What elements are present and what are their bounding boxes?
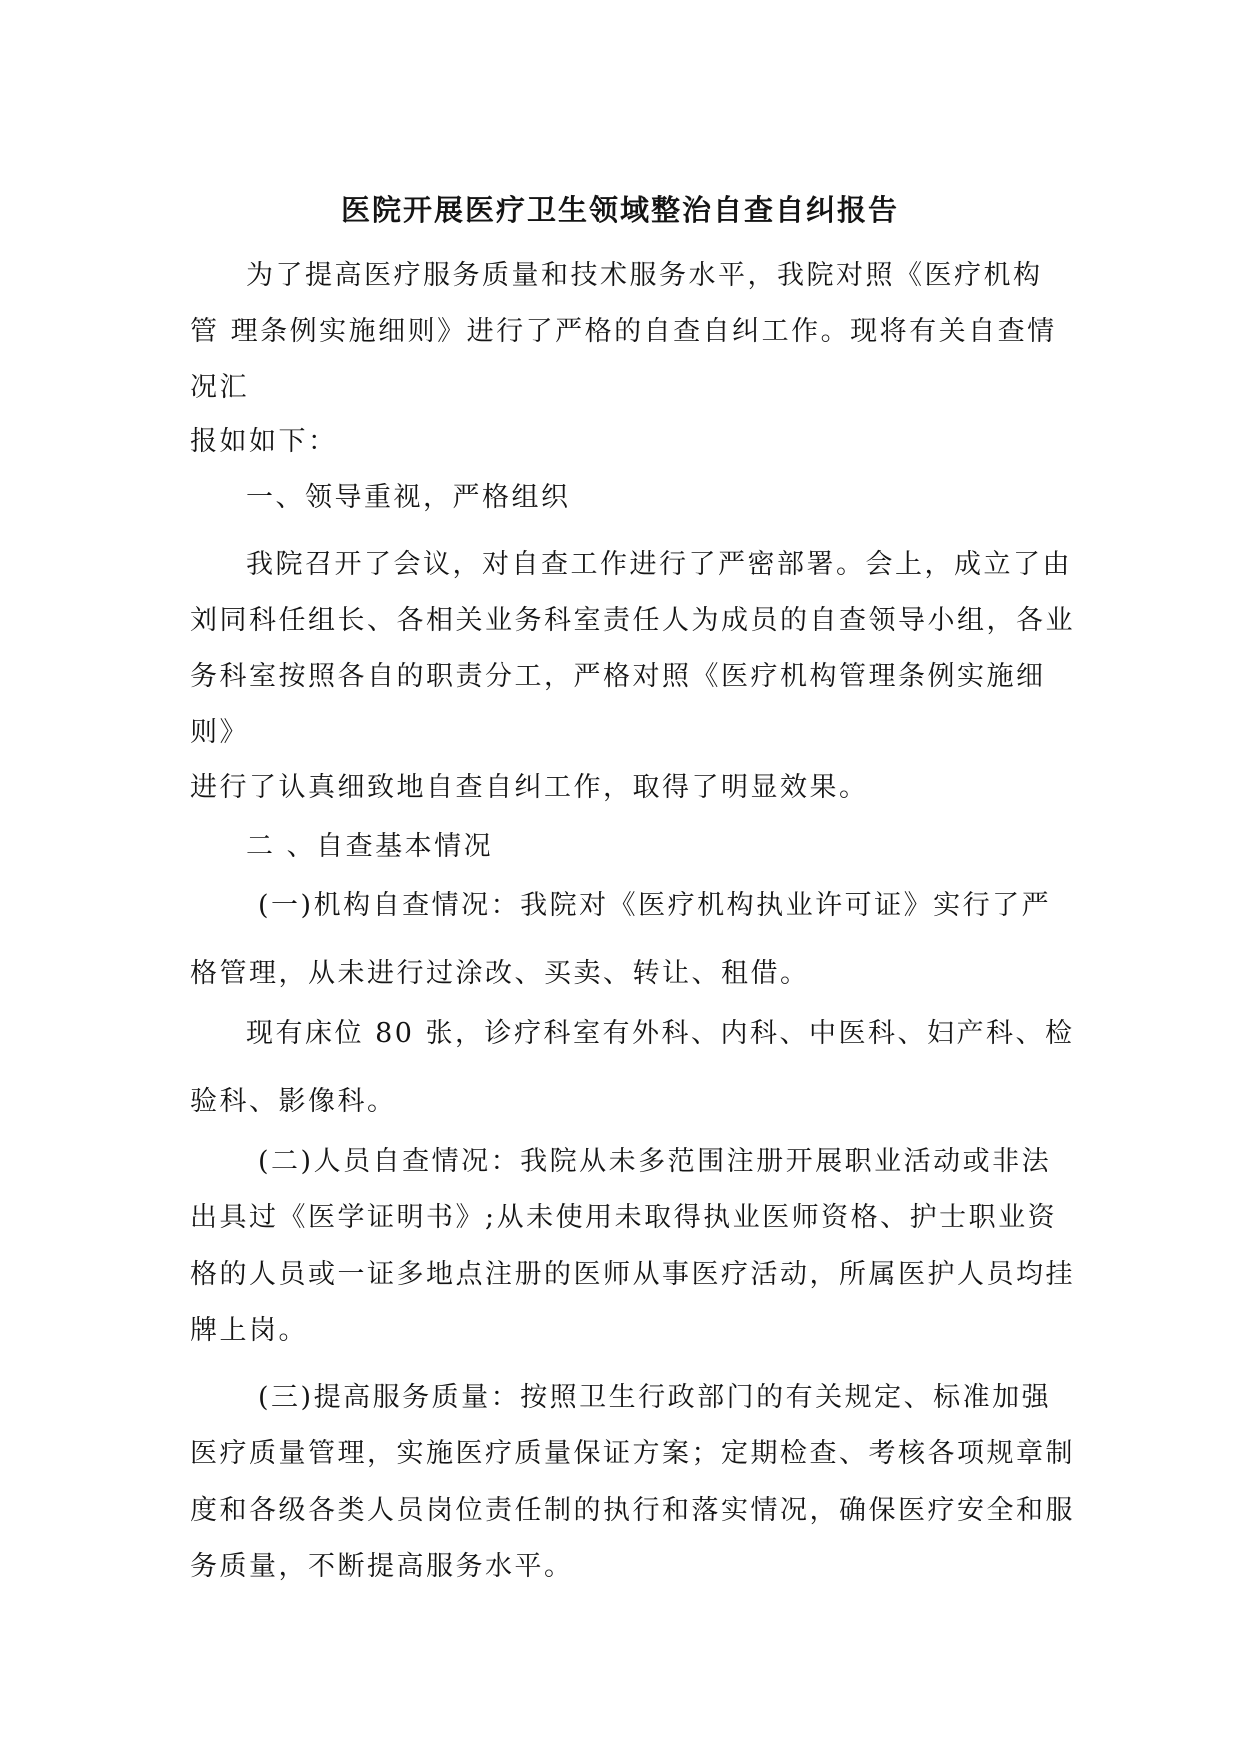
- document-title: 医院开展医疗卫生领域整治自查自纠报告: [340, 193, 899, 227]
- item-3-line-2: 医疗质量管理，实施医疗质量保证方案；定期检查、考核各项规章制: [190, 1438, 1075, 1469]
- item-1-line-1: (一)机构自查情况：我院对《医疗机构执业许可证》实行了严: [258, 890, 1052, 921]
- section-1-line-4: 则》: [190, 717, 249, 748]
- intro-line-4: 报如如下：: [190, 426, 338, 457]
- item-2-line-4: 牌上岗。: [190, 1315, 308, 1346]
- section-1-line-2: 刘同科任组长、各相关业务科室责任人为成员的自查领导小组，各业: [190, 605, 1075, 636]
- intro-line-3: 况汇: [190, 372, 249, 403]
- item-2-line-1: (二)人员自查情况：我院从未多范围注册开展职业活动或非法: [258, 1146, 1052, 1177]
- item-3-line-1: (三)提高服务质量：按照卫生行政部门的有关规定、标准加强: [258, 1382, 1052, 1413]
- section-1-line-1: 我院召开了会议，对自查工作进行了严密部署。会上，成立了由: [246, 549, 1072, 580]
- item-2-line-3: 格的人员或一证多地点注册的医师从事医疗活动，所属医护人员均挂: [190, 1259, 1075, 1290]
- beds-line-1: 现有床位 80 张，诊疗科室有外科、内科、中医科、妇产科、检: [246, 1018, 1075, 1049]
- item-2-line-2: 出具过《医学证明书》;从未使用未取得执业医师资格、护士职业资: [190, 1202, 1058, 1233]
- beds-line-2: 验科、影像科。: [190, 1086, 397, 1117]
- item-3-line-4: 务质量，不断提高服务水平。: [190, 1551, 574, 1582]
- intro-line-1: 为了提高医疗服务质量和技术服务水平，我院对照《医疗机构: [246, 260, 1043, 291]
- section-1-line-3: 务科室按照各自的职责分工，严格对照《医疗机构管理条例实施细: [190, 661, 1046, 692]
- item-3-line-3: 度和各级各类人员岗位责任制的执行和落实情况，确保医疗安全和服: [190, 1495, 1075, 1526]
- item-1-line-2: 格管理，从未进行过涂改、买卖、转让、租借。: [190, 958, 810, 989]
- section-heading-1: 一、领导重视，严格组织: [246, 482, 571, 513]
- section-1-line-5: 进行了认真细致地自查自纠工作，取得了明显效果。: [190, 772, 869, 803]
- intro-line-2: 管 理条例实施细则》进行了严格的自查自纠工作。现将有关自查情: [190, 316, 1057, 347]
- section-heading-2: 二 、自查基本情况: [246, 831, 494, 862]
